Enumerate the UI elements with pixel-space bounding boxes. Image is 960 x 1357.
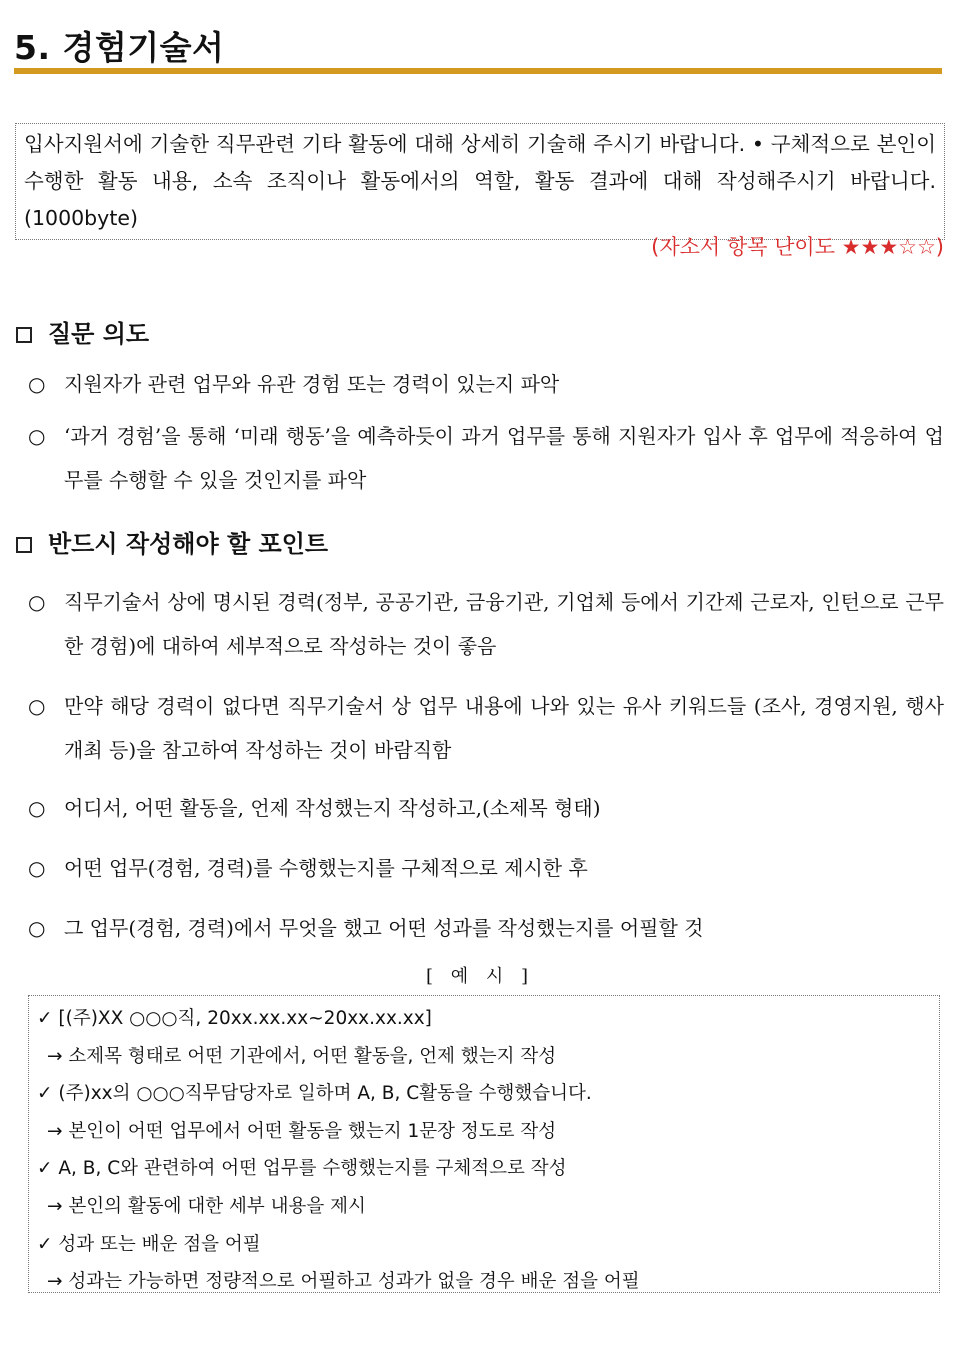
example-line: → 본인이 어떤 업무에서 어떤 활동을 했는지 1문장 정도로 작성 bbox=[47, 1120, 557, 1142]
section-heading-label: 반드시 작성해야 할 포인트 bbox=[48, 530, 329, 558]
example-line: ✓ [(주)XX ○○○직, 20xx.xx.xx~20xx.xx.xx] bbox=[37, 1008, 432, 1029]
example-box bbox=[28, 995, 940, 1293]
circle-bullet-icon: ○ bbox=[28, 916, 46, 940]
example-line: → 소제목 형태로 어떤 기관에서, 어떤 활동을, 언제 했는지 작성 bbox=[47, 1045, 557, 1067]
list-item bbox=[28, 362, 944, 406]
list-item bbox=[28, 580, 944, 668]
example-label: [ 예 시 ] bbox=[426, 966, 534, 987]
list-item bbox=[28, 786, 944, 830]
section-heading-label: 질문 의도 bbox=[48, 320, 150, 348]
example-line: ✓ (주)xx의 ○○○직무담당자로 일하며 A, B, C활동을 수행했습니다. bbox=[37, 1083, 592, 1105]
circle-bullet-icon: ○ bbox=[28, 694, 46, 718]
circle-bullet-icon: ○ bbox=[28, 590, 46, 614]
list-item bbox=[28, 414, 944, 502]
list-item-text: 만약 해당 경력이 없다면 직무기술서 상 업무 내용에 나와 있는 유사 키워드들 (조사, 경영지원, 행사 개최 등)을 참고하여 작성하는 것이 바람직함 bbox=[64, 694, 944, 762]
checkbox-square-icon bbox=[16, 537, 32, 553]
circle-bullet-icon: ○ bbox=[28, 372, 46, 396]
list-item bbox=[28, 684, 944, 772]
title-underline bbox=[14, 68, 942, 74]
circle-bullet-icon: ○ bbox=[28, 856, 46, 880]
example-line: → 성과는 가능하면 정량적으로 어필하고 성과가 없을 경우 배운 점을 어필 bbox=[47, 1271, 640, 1293]
section-heading-intent bbox=[16, 314, 149, 349]
example-line: ✓ A, B, C와 관련하여 어떤 업무를 수행했는지를 구체적으로 작성 bbox=[37, 1158, 567, 1180]
list-item-text: 어디서, 어떤 활동을, 언제 작성했는지 작성하고,(소제목 형태) bbox=[64, 796, 601, 820]
list-item-text: 어떤 업무(경험, 경력)를 수행했는지를 구체적으로 제시한 후 bbox=[64, 856, 588, 880]
example-line: ✓ 성과 또는 배운 점을 어필 bbox=[37, 1233, 261, 1255]
circle-bullet-icon: ○ bbox=[28, 424, 46, 448]
list-item-text: 직무기술서 상에 명시된 경력(정부, 공공기관, 금융기관, 기업체 등에서 기간제 근로자, 인턴으로 근무한 경험)에 대하여 세부적으로 작성하는 것이 좋음 bbox=[64, 590, 944, 658]
circle-bullet-icon: ○ bbox=[28, 796, 46, 820]
list-item-text: 지원자가 관련 업무와 유관 경험 또는 경력이 있는지 파악 bbox=[64, 372, 560, 396]
list-item-text: ‘과거 경험’을 통해 ‘미래 행동’을 예측하듯이 과거 업무를 통해 지원자가 입사 후 업무에 적응하여 업무를 수행할 수 있을 것인지를 파악 bbox=[64, 424, 944, 492]
example-line: → 본인의 활동에 대한 세부 내용을 제시 bbox=[47, 1195, 366, 1217]
page-title: 5. 경험기술서 bbox=[14, 28, 225, 67]
list-item-text: 그 업무(경험, 경력)에서 무엇을 했고 어떤 성과를 작성했는지를 어필할 것 bbox=[64, 916, 704, 940]
question-box bbox=[15, 123, 945, 240]
question-text: 입사지원서에 기술한 직무관련 기타 활동에 대해 상세히 기술해 주시기 바랍니다. • 구체적으로 본인이 수행한 활동 내용, 소속 조직이나 활동에서의 역할, 활동 결과에 대해 작성해주시기 바랍니다.(1000byte) bbox=[24, 132, 936, 230]
list-item bbox=[28, 846, 944, 890]
checkbox-square-icon bbox=[16, 327, 32, 343]
section-heading-points bbox=[16, 524, 328, 559]
difficulty-rating: (자소서 항목 난이도 ★★★☆☆) bbox=[651, 235, 944, 259]
list-item bbox=[28, 906, 944, 950]
